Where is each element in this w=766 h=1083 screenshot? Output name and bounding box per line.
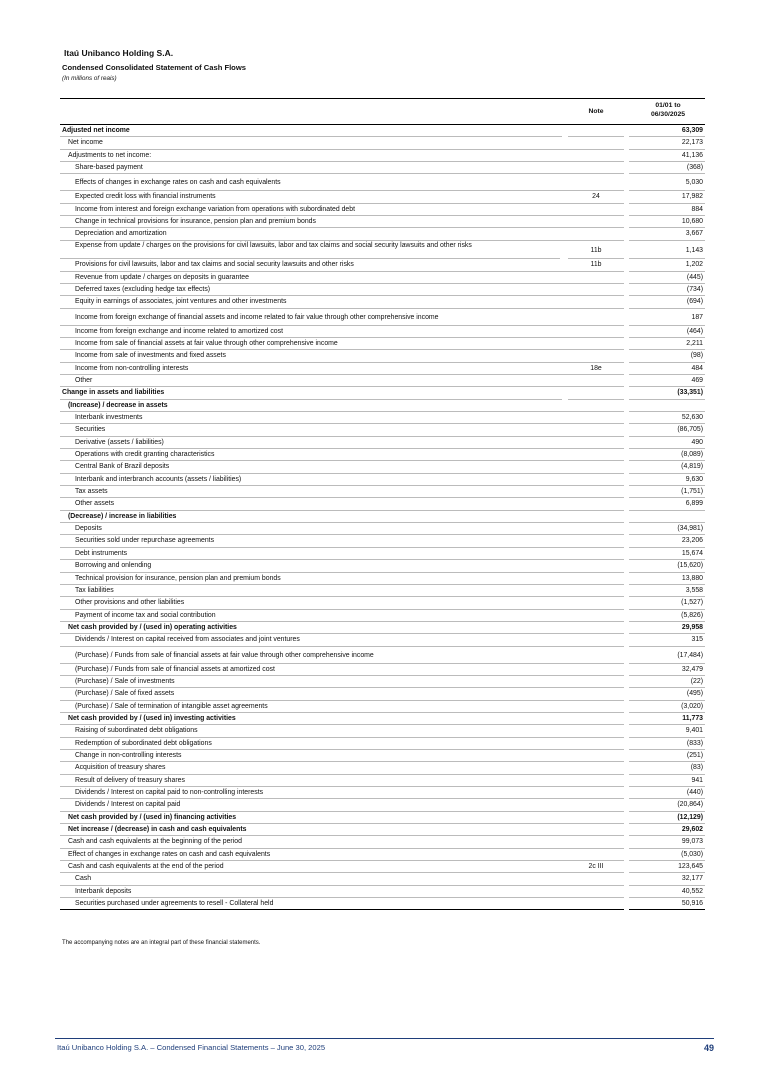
row-value: 29,602 xyxy=(629,824,705,836)
row-value: (464) xyxy=(629,326,705,338)
row-note xyxy=(568,738,624,750)
row-value: (33,351) xyxy=(629,387,705,399)
row-note xyxy=(568,150,624,162)
row-label: Deferred taxes (excluding hedge tax effects) xyxy=(60,284,575,296)
row-label: Income from foreign exchange and income related to amortized cost xyxy=(60,326,575,338)
row-note xyxy=(568,585,624,597)
table-row xyxy=(60,461,705,473)
row-value: 484 xyxy=(629,363,705,375)
row-value: 9,630 xyxy=(629,474,705,486)
row-label: Other xyxy=(60,375,575,387)
row-value: (734) xyxy=(629,284,705,296)
row-value: 32,479 xyxy=(629,664,705,676)
row-value: (8,089) xyxy=(629,449,705,461)
row-label: Equity in earnings of associates, joint ventures and other investments xyxy=(60,296,575,308)
row-note: 2c III xyxy=(568,861,624,873)
table-row xyxy=(60,424,705,436)
row-label: Tax assets xyxy=(60,486,575,498)
row-label: Dividends / Interest on capital paid to non-controlling interests xyxy=(60,787,575,799)
row-label: Share-based payment xyxy=(60,162,575,174)
row-note xyxy=(568,449,624,461)
row-value: 50,916 xyxy=(629,898,705,910)
row-value: (3,020) xyxy=(629,701,705,713)
table-row xyxy=(60,241,705,260)
row-note xyxy=(568,799,624,811)
row-note xyxy=(568,647,624,664)
table-row xyxy=(60,162,705,174)
table-row xyxy=(60,873,705,885)
row-label: Expected credit loss with financial instruments xyxy=(60,191,575,203)
table-row xyxy=(60,664,705,676)
table-row xyxy=(60,775,705,787)
row-value: 2,211 xyxy=(629,338,705,350)
row-note xyxy=(568,634,624,646)
row-value: 884 xyxy=(629,204,705,216)
period-column-header xyxy=(633,102,703,119)
row-note xyxy=(568,326,624,338)
row-label: Income from foreign exchange of financial assets and income related to fair value through other comprehensive income xyxy=(60,309,575,326)
row-note xyxy=(568,375,624,387)
row-note xyxy=(568,688,624,700)
note-column-header: Note xyxy=(588,108,604,115)
row-note xyxy=(568,125,624,137)
row-value: (1,527) xyxy=(629,597,705,609)
period-line-2: 06/30/2025 xyxy=(650,110,686,118)
table-row xyxy=(60,216,705,228)
row-label: Dividends / Interest on capital received from associates and joint ventures xyxy=(60,634,575,646)
row-value: 5,030 xyxy=(629,174,705,191)
row-note xyxy=(568,387,624,399)
row-value: (495) xyxy=(629,688,705,700)
row-label: Raising of subordinated debt obligations xyxy=(60,725,575,737)
table-row xyxy=(60,412,705,424)
row-note xyxy=(568,713,624,725)
row-label: (Purchase) / Sale of investments xyxy=(60,676,575,688)
table-row xyxy=(60,861,705,873)
row-note xyxy=(568,400,624,412)
row-value: (34,981) xyxy=(629,523,705,535)
table-row xyxy=(60,725,705,737)
row-note: 11b xyxy=(568,259,624,271)
row-label: Operations with credit granting characteristics xyxy=(60,449,575,461)
row-label: Cash xyxy=(60,873,575,885)
table-row xyxy=(60,259,705,271)
row-label: Net cash provided by / (used in) operating activities xyxy=(60,622,568,634)
row-note xyxy=(568,762,624,774)
units-note: (In millions of reais) xyxy=(62,75,117,82)
row-label: (Decrease) / increase in liabilities xyxy=(60,511,568,523)
table-row xyxy=(60,449,705,461)
row-value: 32,177 xyxy=(629,873,705,885)
table-row xyxy=(60,762,705,774)
row-note xyxy=(568,137,624,149)
row-note xyxy=(568,812,624,824)
row-value: 52,630 xyxy=(629,412,705,424)
row-label: (Increase) / decrease in assets xyxy=(60,400,568,412)
row-note xyxy=(568,498,624,510)
row-label: Payment of income tax and social contribution xyxy=(60,610,575,622)
table-row xyxy=(60,350,705,362)
row-note xyxy=(568,836,624,848)
row-label: Result of delivery of treasury shares xyxy=(60,775,575,787)
row-value: 99,073 xyxy=(629,836,705,848)
row-value: (17,484) xyxy=(629,647,705,664)
row-note xyxy=(568,338,624,350)
row-note: 24 xyxy=(568,191,624,203)
table-row xyxy=(60,204,705,216)
table-row xyxy=(60,750,705,762)
cash-flow-table xyxy=(60,98,705,910)
table-row xyxy=(60,296,705,308)
row-note: 18e xyxy=(568,363,624,375)
row-value: 6,899 xyxy=(629,498,705,510)
table-row xyxy=(60,535,705,547)
row-value: 941 xyxy=(629,775,705,787)
row-value: 3,667 xyxy=(629,228,705,240)
row-note xyxy=(568,350,624,362)
row-label: Securities purchased under agreements to resell - Collateral held xyxy=(60,898,575,910)
table-row xyxy=(60,812,705,824)
row-note xyxy=(568,775,624,787)
table-row xyxy=(60,387,705,399)
row-value: 22,173 xyxy=(629,137,705,149)
row-value: (368) xyxy=(629,162,705,174)
row-value: 41,136 xyxy=(629,150,705,162)
row-label: Interbank deposits xyxy=(60,886,575,898)
row-note xyxy=(568,787,624,799)
table-row xyxy=(60,150,705,162)
row-value: (98) xyxy=(629,350,705,362)
row-value xyxy=(629,400,705,412)
row-label: Securities sold under repurchase agreements xyxy=(60,535,575,547)
table-row xyxy=(60,622,705,634)
row-note xyxy=(568,174,624,191)
table-row xyxy=(60,610,705,622)
table-row xyxy=(60,174,705,191)
row-label: Adjusted net income xyxy=(60,125,562,137)
row-value: 9,401 xyxy=(629,725,705,737)
table-row xyxy=(60,634,705,646)
row-label: Income from sale of investments and fixed assets xyxy=(60,350,575,362)
row-value: 469 xyxy=(629,375,705,387)
table-row xyxy=(60,375,705,387)
table-row xyxy=(60,597,705,609)
row-note xyxy=(568,511,624,523)
table-row xyxy=(60,886,705,898)
row-value: 1,202 xyxy=(629,259,705,271)
table-row xyxy=(60,486,705,498)
table-row xyxy=(60,338,705,350)
row-value: (83) xyxy=(629,762,705,774)
footnote: The accompanying notes are an integral part of these financial statements. xyxy=(62,940,261,946)
row-note xyxy=(568,560,624,572)
row-note xyxy=(568,676,624,688)
row-note xyxy=(568,573,624,585)
row-value: (15,620) xyxy=(629,560,705,572)
row-value: (12,129) xyxy=(629,812,705,824)
row-label: Redemption of subordinated debt obligations xyxy=(60,738,575,750)
row-label: Securities xyxy=(60,424,575,436)
table-row xyxy=(60,511,705,523)
table-row xyxy=(60,400,705,412)
row-note xyxy=(568,701,624,713)
row-label: Expense from update / charges on the provisions for civil lawsuits, labor and tax claims and social security lawsuits and other risks xyxy=(60,241,560,260)
table-row xyxy=(60,191,705,203)
table-header xyxy=(60,98,705,125)
row-label: Income from non-controlling interests xyxy=(60,363,575,375)
row-note xyxy=(568,873,624,885)
row-value: (251) xyxy=(629,750,705,762)
row-note xyxy=(568,898,624,910)
row-label: Revenue from update / charges on deposits in guarantee xyxy=(60,272,575,284)
table-row xyxy=(60,284,705,296)
row-note xyxy=(568,309,624,326)
row-value: 10,680 xyxy=(629,216,705,228)
row-note xyxy=(568,610,624,622)
row-value: 11,773 xyxy=(629,713,705,725)
company-name: Itaú Unibanco Holding S.A. xyxy=(64,48,174,58)
table-row xyxy=(60,787,705,799)
row-value: (5,826) xyxy=(629,610,705,622)
statement-title: Condensed Consolidated Statement of Cash Flows xyxy=(62,63,246,72)
row-label: Tax liabilities xyxy=(60,585,575,597)
row-label: Change in non-controlling interests xyxy=(60,750,575,762)
row-label: Other assets xyxy=(60,498,575,510)
row-value: (20,864) xyxy=(629,799,705,811)
row-label: Debt instruments xyxy=(60,548,575,560)
table-row xyxy=(60,573,705,585)
row-note xyxy=(568,228,624,240)
table-row xyxy=(60,474,705,486)
row-label: Cash and cash equivalents at the end of the period xyxy=(60,861,568,873)
row-label: Income from sale of financial assets at fair value through other comprehensive income xyxy=(60,338,575,350)
table-row xyxy=(60,799,705,811)
row-label: Cash and cash equivalents at the beginning of the period xyxy=(60,836,568,848)
table-row xyxy=(60,125,705,137)
table-row xyxy=(60,326,705,338)
table-row xyxy=(60,713,705,725)
row-label: Interbank investments xyxy=(60,412,575,424)
row-value: 17,982 xyxy=(629,191,705,203)
row-note xyxy=(568,486,624,498)
row-label: Effect of changes in exchange rates on cash and cash equivalents xyxy=(60,849,568,861)
table-row xyxy=(60,523,705,535)
row-value: (833) xyxy=(629,738,705,750)
row-note xyxy=(568,204,624,216)
row-note xyxy=(568,437,624,449)
row-value: 3,558 xyxy=(629,585,705,597)
row-value: 29,958 xyxy=(629,622,705,634)
row-label: Acquisition of treasury shares xyxy=(60,762,575,774)
row-value: 13,880 xyxy=(629,573,705,585)
row-label: Net income xyxy=(60,137,568,149)
footer-text: Itaú Unibanco Holding S.A. – Condensed Financial Statements – June 30, 2025 xyxy=(57,1043,326,1052)
row-note xyxy=(568,523,624,535)
row-label: Income from interest and foreign exchange variation from operations with subordinated debt xyxy=(60,204,575,216)
row-value: 187 xyxy=(629,309,705,326)
table-row xyxy=(60,849,705,861)
row-value: 315 xyxy=(629,634,705,646)
row-note xyxy=(568,535,624,547)
table-row xyxy=(60,560,705,572)
row-note xyxy=(568,424,624,436)
page-number: 49 xyxy=(703,1043,714,1053)
row-note xyxy=(568,474,624,486)
row-label: (Purchase) / Funds from sale of financial assets at amortized cost xyxy=(60,664,575,676)
row-note xyxy=(568,750,624,762)
row-label: (Purchase) / Sale of fixed assets xyxy=(60,688,575,700)
row-label: Depreciation and amortization xyxy=(60,228,575,240)
row-label: Net cash provided by / (used in) financing activities xyxy=(60,812,568,824)
row-value: (1,751) xyxy=(629,486,705,498)
row-label: Interbank and interbranch accounts (assets / liabilities) xyxy=(60,474,575,486)
row-label: Provisions for civil lawsuits, labor and tax claims and social security lawsuits and other risks xyxy=(60,259,575,271)
page-footer xyxy=(55,1038,714,1055)
table-row xyxy=(60,836,705,848)
table-row xyxy=(60,363,705,375)
row-label: Adjustments to net income: xyxy=(60,150,568,162)
table-row xyxy=(60,585,705,597)
row-note xyxy=(568,284,624,296)
table-row xyxy=(60,309,705,326)
row-value: 15,674 xyxy=(629,548,705,560)
row-value: (4,819) xyxy=(629,461,705,473)
row-value: (86,705) xyxy=(629,424,705,436)
row-value xyxy=(629,511,705,523)
table-row xyxy=(60,676,705,688)
row-label: Net increase / (decrease) in cash and cash equivalents xyxy=(60,824,568,836)
row-label: (Purchase) / Sale of termination of intangible asset agreements xyxy=(60,701,575,713)
row-value: 1,143 xyxy=(629,241,705,260)
row-note xyxy=(568,886,624,898)
row-label: Derivative (assets / liabilities) xyxy=(60,437,575,449)
row-note xyxy=(568,849,624,861)
row-label: Technical provision for insurance, pension plan and premium bonds xyxy=(60,573,575,585)
table-row xyxy=(60,437,705,449)
row-value: 40,552 xyxy=(629,886,705,898)
table-row xyxy=(60,824,705,836)
row-note: 11b xyxy=(568,241,624,260)
row-note xyxy=(568,272,624,284)
row-label: Borrowing and onlending xyxy=(60,560,575,572)
row-label: (Purchase) / Funds from sale of financial assets at fair value through other comprehensive income xyxy=(60,647,575,664)
row-note xyxy=(568,216,624,228)
table-row xyxy=(60,898,705,910)
row-label: Dividends / Interest on capital paid xyxy=(60,799,575,811)
table-row xyxy=(60,647,705,664)
row-note xyxy=(568,296,624,308)
table-body xyxy=(60,125,705,910)
row-value: (5,030) xyxy=(629,849,705,861)
row-note xyxy=(568,622,624,634)
row-note xyxy=(568,824,624,836)
row-note xyxy=(568,162,624,174)
row-note xyxy=(568,725,624,737)
table-row xyxy=(60,688,705,700)
row-value: 490 xyxy=(629,437,705,449)
row-label: Central Bank of Brazil deposits xyxy=(60,461,575,473)
row-value: (445) xyxy=(629,272,705,284)
row-value: (22) xyxy=(629,676,705,688)
row-value: 63,309 xyxy=(629,125,705,137)
table-row xyxy=(60,701,705,713)
row-label: Effects of changes in exchange rates on cash and cash equivalents xyxy=(60,174,575,191)
table-row xyxy=(60,228,705,240)
period-line-1: 01/01 to xyxy=(655,102,681,109)
row-value: 123,645 xyxy=(629,861,705,873)
row-note xyxy=(568,412,624,424)
table-row xyxy=(60,498,705,510)
row-label: Other provisions and other liabilities xyxy=(60,597,575,609)
table-row xyxy=(60,272,705,284)
row-value: (440) xyxy=(629,787,705,799)
row-value: (694) xyxy=(629,296,705,308)
table-row xyxy=(60,738,705,750)
row-label: Change in technical provisions for insurance, pension plan and premium bonds xyxy=(60,216,575,228)
table-row xyxy=(60,137,705,149)
row-label: Deposits xyxy=(60,523,575,535)
row-note xyxy=(568,461,624,473)
row-note xyxy=(568,548,624,560)
row-label: Net cash provided by / (used in) investing activities xyxy=(60,713,568,725)
row-value: 23,206 xyxy=(629,535,705,547)
row-note xyxy=(568,597,624,609)
row-label: Change in assets and liabilities xyxy=(60,387,562,399)
table-row xyxy=(60,548,705,560)
row-note xyxy=(568,664,624,676)
report-header xyxy=(62,48,246,83)
